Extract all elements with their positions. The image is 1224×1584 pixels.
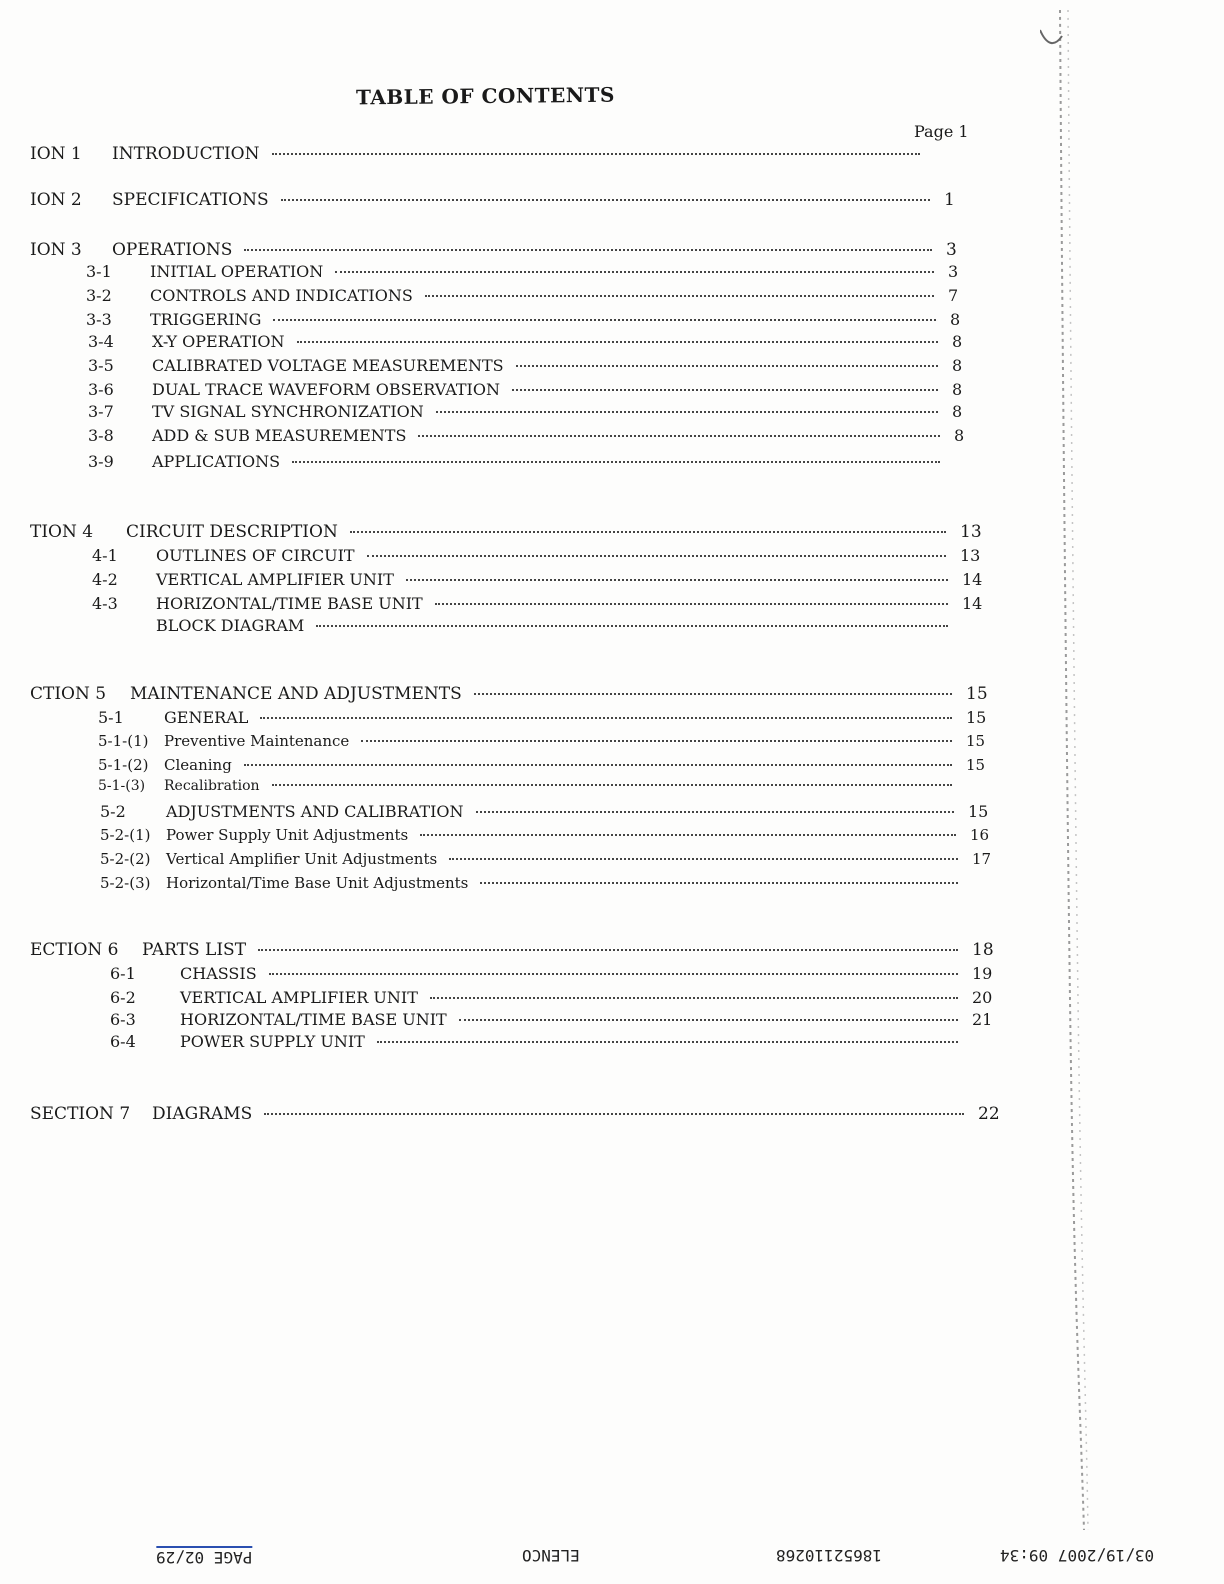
dot-leader xyxy=(436,409,938,413)
toc-entry-4-1 xyxy=(92,546,986,568)
toc-entry-section-6 xyxy=(30,940,998,962)
entry-label: CHASSIS xyxy=(180,964,257,983)
page-number: 8 xyxy=(952,356,963,375)
page-number: 20 xyxy=(972,988,993,1007)
entry-label: ADD & SUB MEASUREMENTS xyxy=(152,426,407,445)
entry-number: 6-4 xyxy=(110,1032,136,1051)
dot-leader xyxy=(281,197,930,201)
entry-number: 3-1 xyxy=(86,262,112,281)
dot-leader xyxy=(449,856,958,860)
entry-label: TV SIGNAL SYNCHRONIZATION xyxy=(152,402,424,421)
toc-entry-section-3 xyxy=(30,240,972,262)
page-number: 17 xyxy=(972,850,992,868)
toc-entry-3-5 xyxy=(88,356,978,378)
section-number: SECTION 7 xyxy=(30,1104,131,1124)
entry-number: 3-5 xyxy=(88,356,114,375)
entry-number: 3-2 xyxy=(86,286,112,305)
entry-number: 5-2-(1) xyxy=(100,826,151,844)
entry-number: 5-1-(1) xyxy=(98,732,149,750)
entry-number: 6-1 xyxy=(110,964,136,983)
entry-number: 5-2-(2) xyxy=(100,850,151,868)
section-number: TION 4 xyxy=(30,522,94,542)
entry-number: 5-1-(2) xyxy=(98,756,149,774)
dot-leader xyxy=(272,151,921,155)
entry-label: CONTROLS AND INDICATIONS xyxy=(150,286,413,305)
toc-entry-3-2 xyxy=(86,286,974,308)
entry-label: CIRCUIT DESCRIPTION xyxy=(126,522,338,542)
page-number: 13 xyxy=(960,546,981,565)
entry-number: 5-2-(3) xyxy=(100,874,151,892)
page-number: 8 xyxy=(950,310,961,329)
page-number: 15 xyxy=(966,684,988,704)
dot-leader xyxy=(474,691,952,695)
entry-number: 6-3 xyxy=(110,1010,136,1029)
dot-leader xyxy=(512,387,938,391)
dot-leader xyxy=(258,947,958,951)
dot-leader xyxy=(406,577,948,581)
dot-leader xyxy=(350,529,946,533)
toc-entry-5-2-3 xyxy=(100,874,998,896)
entry-label: VERTICAL AMPLIFIER UNIT xyxy=(180,988,418,1007)
entry-label: MAINTENANCE AND ADJUSTMENTS xyxy=(130,684,462,704)
toc-entry-section-1 xyxy=(30,144,960,166)
page-column-header: Page 1 xyxy=(914,122,969,141)
entry-label: Cleaning xyxy=(164,756,232,774)
entry-label: TRIGGERING xyxy=(150,310,262,329)
entry-number: 5-1 xyxy=(98,708,124,727)
entry-label: CALIBRATED VOLTAGE MEASUREMENTS xyxy=(152,356,504,375)
toc-entry-6-1 xyxy=(110,964,998,986)
page-number: 8 xyxy=(954,426,965,445)
toc-entry-5-1-1 xyxy=(98,732,992,754)
dot-leader xyxy=(292,459,940,463)
fax-phone: 18652110268 xyxy=(776,1546,882,1565)
toc-entry-section-7 xyxy=(30,1104,1004,1126)
dot-leader xyxy=(335,269,934,273)
fax-sender: ELENCO xyxy=(522,1546,580,1565)
toc-entry-5-2 xyxy=(100,802,994,824)
dot-leader xyxy=(272,782,952,786)
entry-label: VERTICAL AMPLIFIER UNIT xyxy=(156,570,394,589)
page-number: 8 xyxy=(952,402,963,421)
entry-label: OUTLINES OF CIRCUIT xyxy=(156,546,355,565)
dot-leader xyxy=(425,293,934,297)
entry-number: 3-8 xyxy=(88,426,114,445)
toc-entry-4-3 xyxy=(92,594,988,616)
dot-leader xyxy=(430,995,958,999)
page-number: 3 xyxy=(948,262,959,281)
entry-label: BLOCK DIAGRAM xyxy=(156,616,305,635)
entry-label: Preventive Maintenance xyxy=(164,732,350,750)
dot-leader xyxy=(420,832,956,836)
toc-entry-6-2 xyxy=(110,988,998,1010)
entry-number: 5-2 xyxy=(100,802,126,821)
entry-label: OPERATIONS xyxy=(112,240,233,260)
entry-number: 6-2 xyxy=(110,988,136,1007)
dot-leader xyxy=(269,971,958,975)
entry-label: Vertical Amplifier Unit Adjustments xyxy=(166,850,438,868)
dot-leader xyxy=(297,339,938,343)
toc-entry-3-6 xyxy=(88,380,978,402)
page-number: 1 xyxy=(944,190,955,210)
toc-entry-5-1-2 xyxy=(98,756,992,778)
entry-label: Horizontal/Time Base Unit Adjustments xyxy=(166,874,469,892)
entry-label: DUAL TRACE WAVEFORM OBSERVATION xyxy=(152,380,500,399)
entry-label: GENERAL xyxy=(164,708,249,727)
page-number: 7 xyxy=(948,286,959,305)
entry-label: HORIZONTAL/TIME BASE UNIT xyxy=(180,1010,447,1029)
entry-number: 3-7 xyxy=(88,402,114,421)
fax-page-number: PAGE 02/29 xyxy=(156,1548,253,1567)
toc-entry-block-diagram xyxy=(92,616,988,638)
entry-number: 4-3 xyxy=(92,594,118,613)
entry-label: HORIZONTAL/TIME BASE UNIT xyxy=(156,594,423,613)
section-number: ION 3 xyxy=(30,240,82,260)
dot-leader xyxy=(435,601,948,605)
toc-entry-3-7 xyxy=(88,402,978,424)
toc-entry-5-1-3 xyxy=(98,778,992,800)
page-number: 15 xyxy=(966,756,986,774)
toc-entry-3-1 xyxy=(86,262,974,284)
entry-number: 4-2 xyxy=(92,570,118,589)
entry-label: INTRODUCTION xyxy=(112,144,260,164)
dot-leader xyxy=(244,247,932,251)
page-number: 14 xyxy=(962,594,983,613)
entry-number: 3-4 xyxy=(88,332,114,351)
page-number: 13 xyxy=(960,522,982,542)
dot-leader xyxy=(264,1111,964,1115)
dot-leader xyxy=(476,809,955,813)
toc-entry-5-2-2 xyxy=(100,850,998,872)
dot-leader xyxy=(316,623,948,627)
dot-leader xyxy=(273,317,936,321)
toc-entry-section-4 xyxy=(30,522,986,544)
page-number: 19 xyxy=(972,964,993,983)
entry-number: 5-1-(3) xyxy=(98,778,146,794)
section-number: ION 1 xyxy=(30,144,82,164)
page-number: 8 xyxy=(952,332,963,351)
dot-leader xyxy=(418,433,940,437)
dot-leader xyxy=(260,715,952,719)
page-number: 3 xyxy=(946,240,957,260)
page-number: 8 xyxy=(952,380,963,399)
fax-footer xyxy=(0,1540,1224,1570)
toc-entry-6-4 xyxy=(110,1032,998,1054)
section-number: CTION 5 xyxy=(30,684,107,704)
toc-entry-4-2 xyxy=(92,570,988,592)
entry-label: PARTS LIST xyxy=(142,940,247,960)
dot-leader xyxy=(459,1017,958,1021)
toc-entry-section-2 xyxy=(30,190,970,212)
toc-entry-3-4 xyxy=(88,332,978,354)
dot-leader xyxy=(377,1039,958,1043)
binding-edge-artifact xyxy=(1040,0,1090,1584)
dot-leader xyxy=(361,738,952,742)
dot-leader xyxy=(244,762,952,766)
toc-entry-6-3 xyxy=(110,1010,998,1032)
entry-number: 4-1 xyxy=(92,546,118,565)
toc-entry-3-9 xyxy=(88,452,980,474)
section-number: ION 2 xyxy=(30,190,82,210)
entry-label: Recalibration xyxy=(164,778,260,794)
page-number: 15 xyxy=(968,802,989,821)
page-number: 21 xyxy=(972,1010,993,1029)
entry-label: INITIAL OPERATION xyxy=(150,262,324,281)
entry-number: 3-9 xyxy=(88,452,114,471)
entry-label: ADJUSTMENTS AND CALIBRATION xyxy=(166,802,464,821)
entry-label: DIAGRAMS xyxy=(152,1104,253,1124)
page-number: 22 xyxy=(978,1104,1000,1124)
page-number: 15 xyxy=(966,708,987,727)
toc-entry-3-8 xyxy=(88,426,980,448)
dot-leader xyxy=(516,363,938,367)
toc-entry-5-2-1 xyxy=(100,826,996,848)
entry-label: SPECIFICATIONS xyxy=(112,190,269,210)
page-number: 18 xyxy=(972,940,994,960)
entry-number: 3-6 xyxy=(88,380,114,399)
toc-entry-3-3 xyxy=(86,310,976,332)
page-number: 14 xyxy=(962,570,983,589)
fax-datetime: 03/19/2007 09:34 xyxy=(1000,1546,1155,1565)
toc-entry-5-1 xyxy=(98,708,992,730)
dot-leader xyxy=(480,880,958,884)
entry-label: POWER SUPPLY UNIT xyxy=(180,1032,365,1051)
entry-label: X-Y OPERATION xyxy=(152,332,285,351)
section-number: ECTION 6 xyxy=(30,940,119,960)
page-number: 16 xyxy=(970,826,990,844)
dot-leader xyxy=(367,553,946,557)
entry-label: Power Supply Unit Adjustments xyxy=(166,826,409,844)
entry-number: 3-3 xyxy=(86,310,112,329)
toc-entry-section-5 xyxy=(30,684,992,706)
toc-title: TABLE OF CONTENTS xyxy=(355,82,616,110)
page-number: 15 xyxy=(966,732,986,750)
entry-label: APPLICATIONS xyxy=(152,452,281,471)
